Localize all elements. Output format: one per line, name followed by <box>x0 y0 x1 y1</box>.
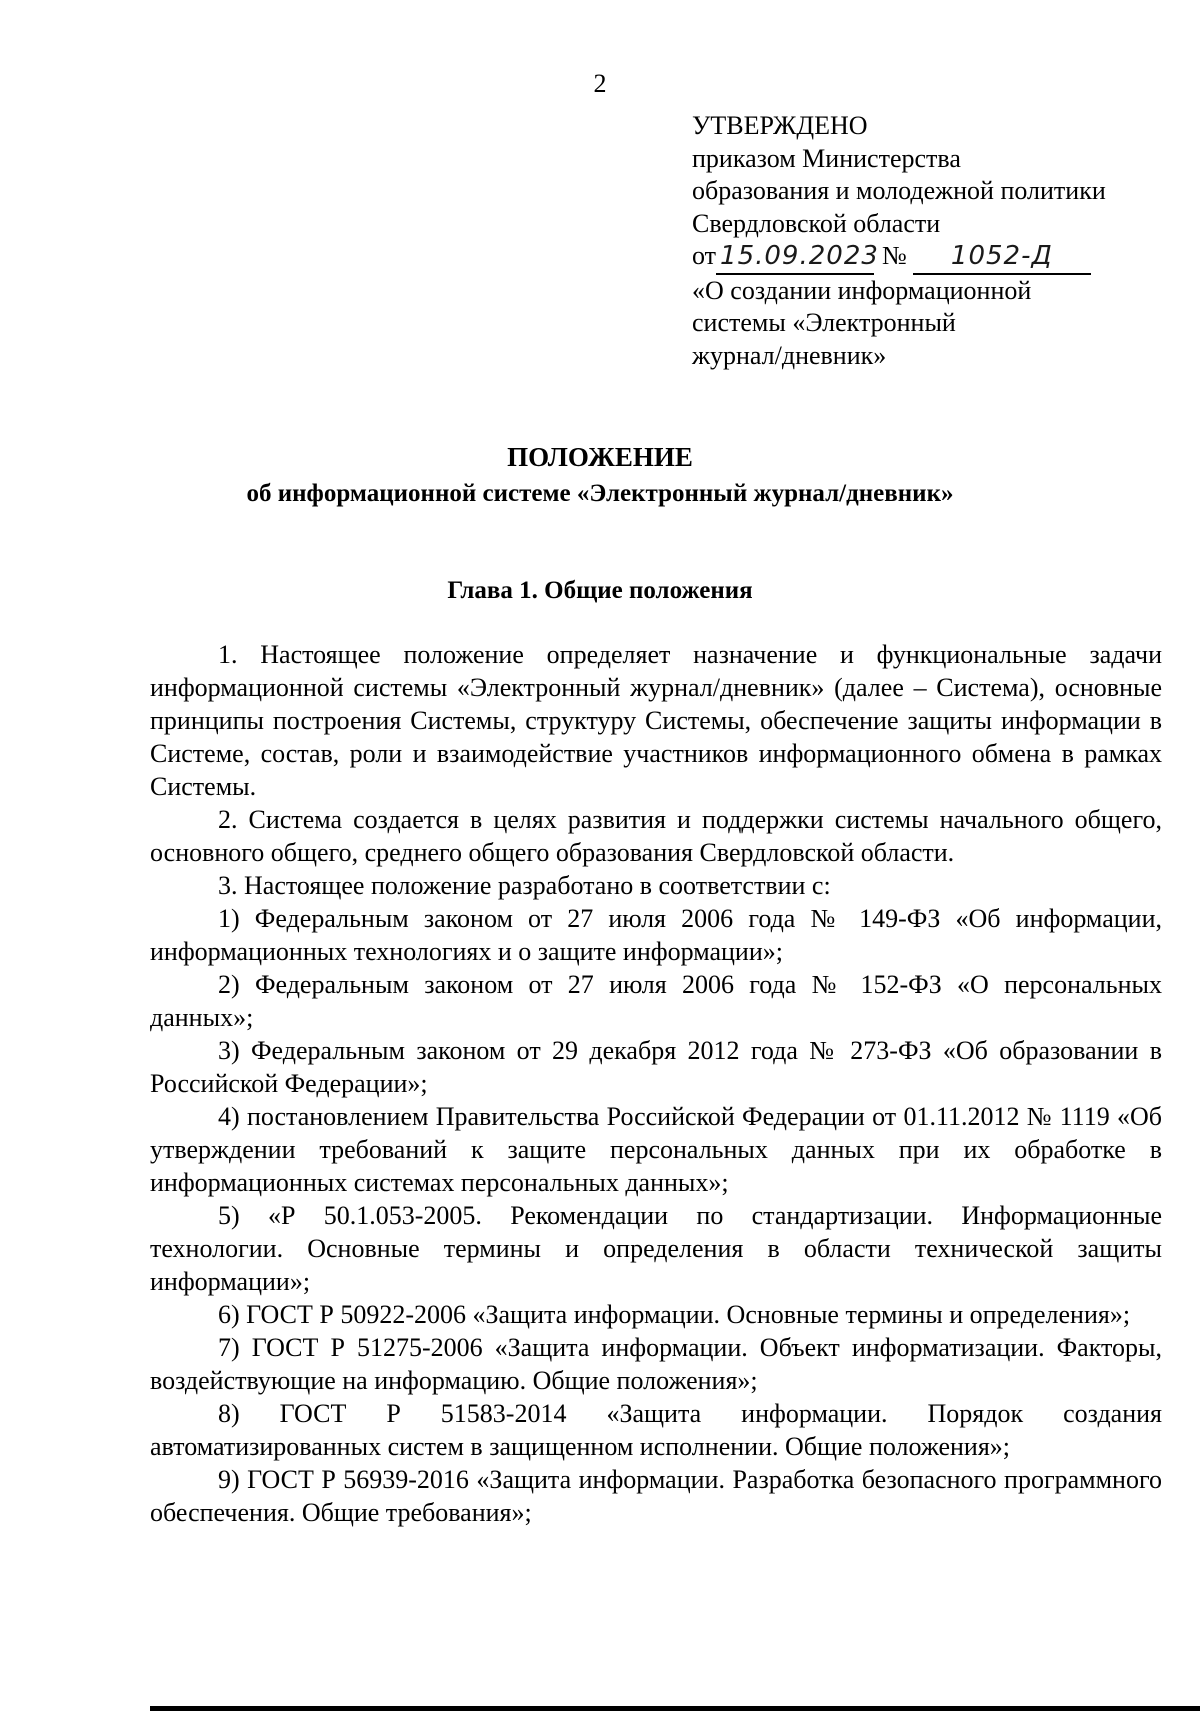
list-item: 4) постановлением Правительства Российской Федерации от 01.11.2012 № 1119 «Об утверждении требований к защите персональных данных при их обработке в информационных системах персональных данных»; <box>150 1102 1162 1197</box>
list-item: 8) ГОСТ Р 51583-2014 «Защита информации. Порядок создания автоматизированных систем в защищенном исполнении. Общие положения»; <box>150 1399 1162 1461</box>
date-label: от <box>692 241 717 270</box>
number-label: № <box>882 241 907 270</box>
list-item: 1) Федеральным законом от 27 июля 2006 года № 149-ФЗ «Об информации, информационных технологиях и о защите информации»; <box>150 904 1162 966</box>
order-date: 15.09.2023 <box>716 240 874 275</box>
order-number: 1052-Д <box>913 240 1091 275</box>
list-item: 2) Федеральным законом от 27 июля 2006 года № 152-ФЗ «О персональных данных»; <box>150 970 1162 1032</box>
chapter-heading: Глава 1. Общие положения <box>447 577 753 604</box>
document-body <box>150 638 1162 1529</box>
list-item: 6) ГОСТ Р 50922-2006 «Защита информации. Основные термины и определения»; <box>218 1300 1131 1329</box>
approval-heading: УТВЕРЖДЕНО <box>692 111 868 140</box>
list-item: 9) ГОСТ Р 56939-2016 «Защита информации. Разработка безопасного программного обеспечения. Общие требования»; <box>150 1465 1162 1527</box>
approval-line: образования и молодежной политики <box>692 176 1106 205</box>
page-number: 2 <box>593 69 607 98</box>
list-item: 7) ГОСТ Р 51275-2006 «Защита информации. Объект информатизации. Факторы, воздействующие на информацию. Общие положения»; <box>150 1333 1162 1395</box>
approval-date-number-line <box>692 240 1162 275</box>
paragraph: 2. Система создается в целях развития и поддержки системы начального общего, основного общего, среднего общего образования Свердловской области. <box>150 805 1162 867</box>
document-subtitle: об информационной системе «Электронный журнал/дневник» <box>246 480 954 507</box>
document-title: ПОЛОЖЕНИЕ <box>507 442 693 472</box>
paragraph: 1. Настоящее положение определяет назначение и функциональные задачи информационной системы «Электронный журнал/дневник» (далее – Система), основные принципы построения Системы, структуру Системы, обеспечение защиты информации в Системе, состав, роли и взаимодействие участников информационного обмена в рамках Системы. <box>150 640 1162 801</box>
list-item: 5) «Р 50.1.053-2005. Рекомендации по стандартизации. Информационные технологии. Основные термины и определения в области технической защиты информации»; <box>150 1201 1162 1296</box>
scan-edge-divider <box>150 1706 1200 1711</box>
paragraph: 3. Настоящее положение разработано в соответствии с: <box>218 871 831 900</box>
approval-line: системы «Электронный <box>692 308 956 337</box>
approval-line: приказом Министерства <box>692 143 961 173</box>
approval-line: Свердловской области <box>692 208 941 238</box>
approval-line: журнал/дневник» <box>692 340 887 370</box>
list-item: 3) Федеральным законом от 29 декабря 2012 года № 273-ФЗ «Об образовании в Российской Федерации»; <box>150 1036 1162 1098</box>
approval-block <box>692 110 1162 372</box>
approval-line: «О создании информационной <box>692 275 1032 305</box>
